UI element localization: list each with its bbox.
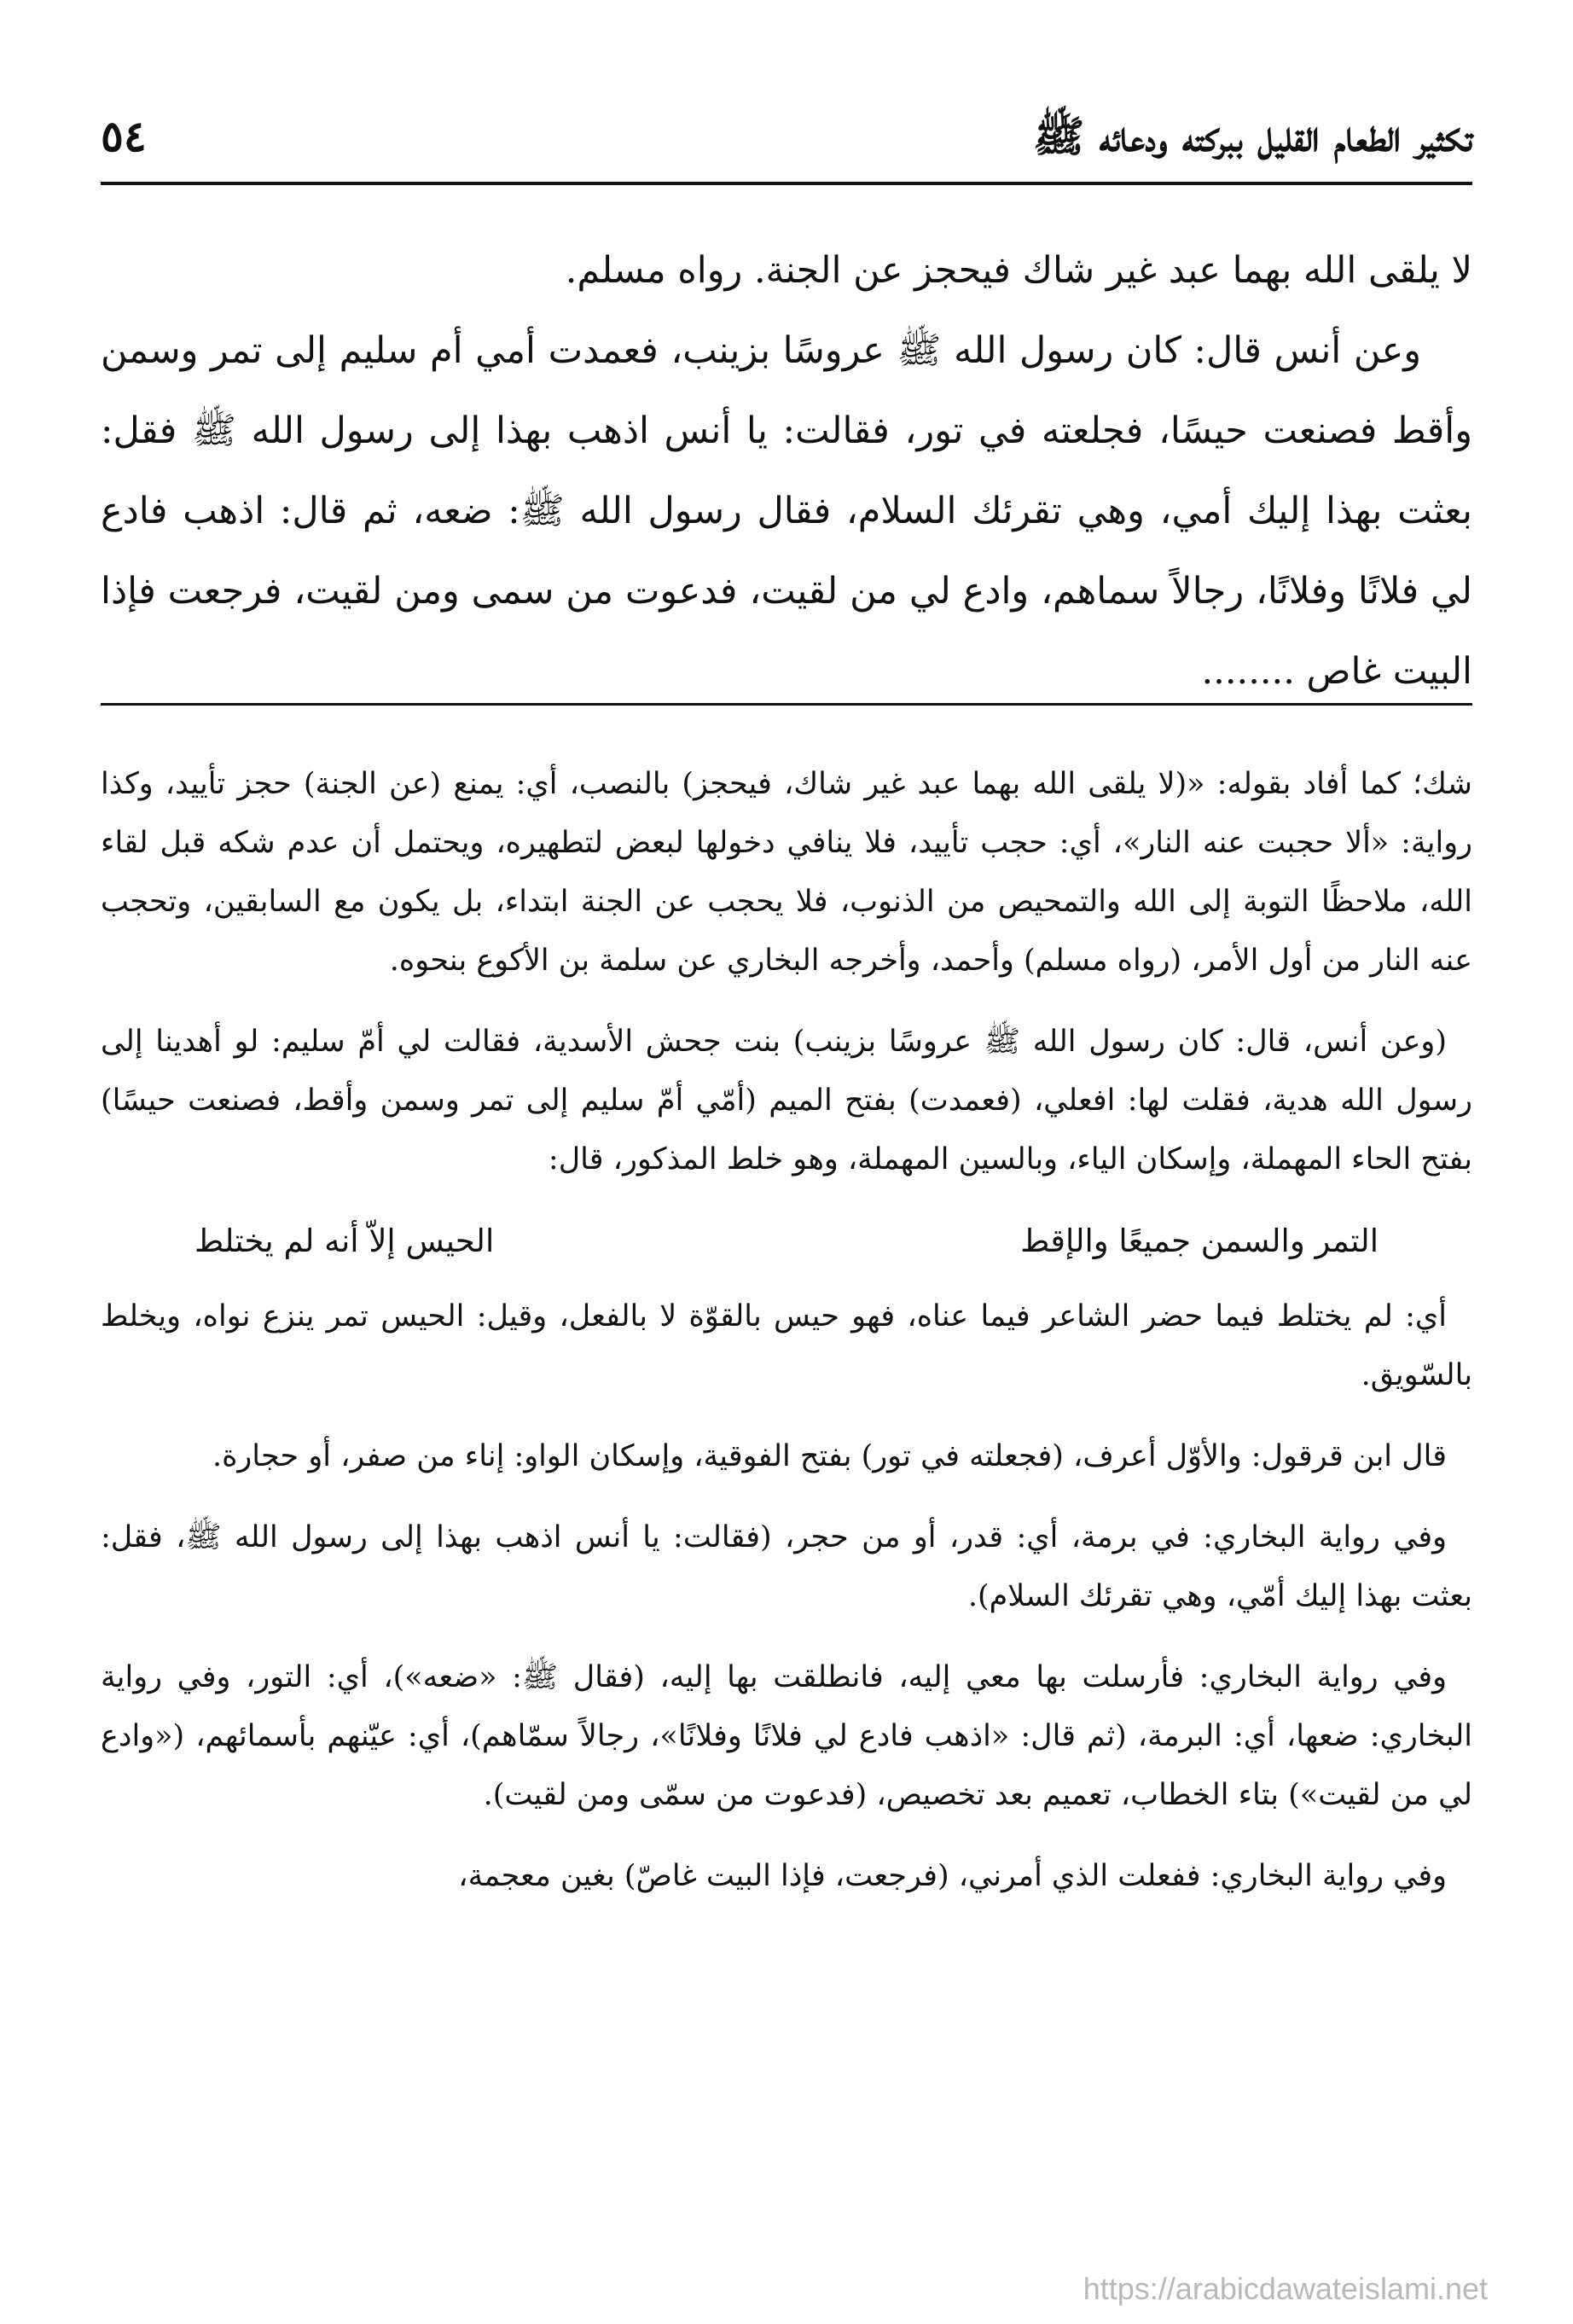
commentary-text [101, 755, 1472, 1928]
poetry-verse [101, 1211, 1472, 1270]
commentary-paragraph: وفي رواية البخاري: فأرسلت بها معي إليه، فانطلقت بها إليه، (فقال ﷺ: «ضعه»)، أي: التور، وفي رواية البخاري: ضعها، أي: البرمة، (ثم قال: «اذهب فادع لي فلانًا وفلانًا»، رجالاً سمّاهم)، أي: عيّنهم بأسمائهم، («وادع لي من لقيت») بتاء الخطاب، تعميم بعد تخصيص، (فدعوت من سمّى ومن لقيت). [101, 1660, 1472, 1812]
header-rule [101, 182, 1472, 185]
hadith-paragraph: لا يلقى الله بهما عبد غير شاك فيحجز عن الجنة. رواه مسلم. [565, 249, 1472, 292]
verse-right-hemistich: التمر والسمن جميعًا والإقط [1020, 1223, 1379, 1259]
watermark-url: https://arabicdawateislami.net [1083, 2271, 1488, 2306]
page-number: ٥٤ [101, 111, 147, 161]
commentary-paragraph: أي: لم يختلط فيما حضر الشاعر فيما عناه، فهو حيس بالقوّة لا بالفعل، وقيل: الحيس تمر ينزع نواه، ويخلط بالسّويق. [101, 1299, 1472, 1392]
separator-rule [101, 703, 1472, 706]
hadith-paragraph: وعن أنس قال: كان رسول الله ﷺ عروسًا بزينب، فعمدت أمي أم سليم إلى تمر وسمن وأقط فصنعت حيسًا، فجلعته في تور، فقالت: يا أنس اذهب بهذا إلى رسول الله ﷺ فقل: بعثت بهذا إليك أمي، وهي تقرئك السلام، فقال رسول الله ﷺ: ضعه، ثم قال: اذهب فادع لي فلانًا وفلانًا، رجالاً سماهم، وادع لي من لقيت، فدعوت من سمى ومن لقيت، فرجعت فإذا البيت غاص ........ [101, 329, 1472, 693]
running-title: تكثير الطعام القليل ببركته ودعائه ﷺ [1032, 111, 1472, 161]
verse-left-hemistich: الحيس إلاّ أنه لم يختلط [194, 1223, 495, 1259]
commentary-paragraph: (وعن أنس، قال: كان رسول الله ﷺ عروسًا بزينب) بنت جحش الأسدية، فقالت لي أمّ سليم: لو أهدينا إلى رسول الله هدية، فقلت لها: افعلي، (فعمدت) بفتح الميم (أمّي أمّ سليم إلى تمر وسمن وأقط، فصنعت حيسًا) بفتح الحاء المهملة، وإسكان الياء، وبالسين المهملة، وهو خلط المذكور، قال: [101, 1025, 1472, 1177]
page-header [101, 94, 1472, 188]
commentary-paragraph: شك؛ كما أفاد بقوله: «(لا يلقى الله بهما عبد غير شاك، فيحجز) بالنصب، أي: يمنع (عن الجنة) حجز تأييد، وكذا رواية: «ألا حجبت عنه النار»، أي: حجب تأييد، فلا ينافي دخولها لبعض لتطهيره، ويحتمل أن عدم شكه قبل لقاء الله، ملاحظًا التوبة إلى الله والتمحيص من الذنوب، فلا يحجب عن الجنة ابتداء، بل يكون مع السابقين، وتحجب عنه النار من أول الأمر، (رواه مسلم) وأحمد، وأخرجه البخاري عن سلمة بن الأكوع بنحوه. [101, 767, 1472, 978]
commentary-paragraph: وفي رواية البخاري: في برمة، أي: قدر، أو من حجر، (فقالت: يا أنس اذهب بهذا إلى رسول الله ﷺ، فقل: بعثت بهذا إليك أمّي، وهي تقرئك السلام). [101, 1520, 1472, 1613]
hadith-text [101, 230, 1472, 712]
commentary-paragraph: قال ابن قرقول: والأوّل أعرف، (فجعلته في تور) بفتح الفوقية، وإسكان الواو: إناء من صفر، أو حجارة. [212, 1439, 1447, 1473]
commentary-paragraph: وفي رواية البخاري: ففعلت الذي أمرني، (فرجعت، فإذا البيت غاصّ) بغين معجمة، [458, 1859, 1447, 1893]
